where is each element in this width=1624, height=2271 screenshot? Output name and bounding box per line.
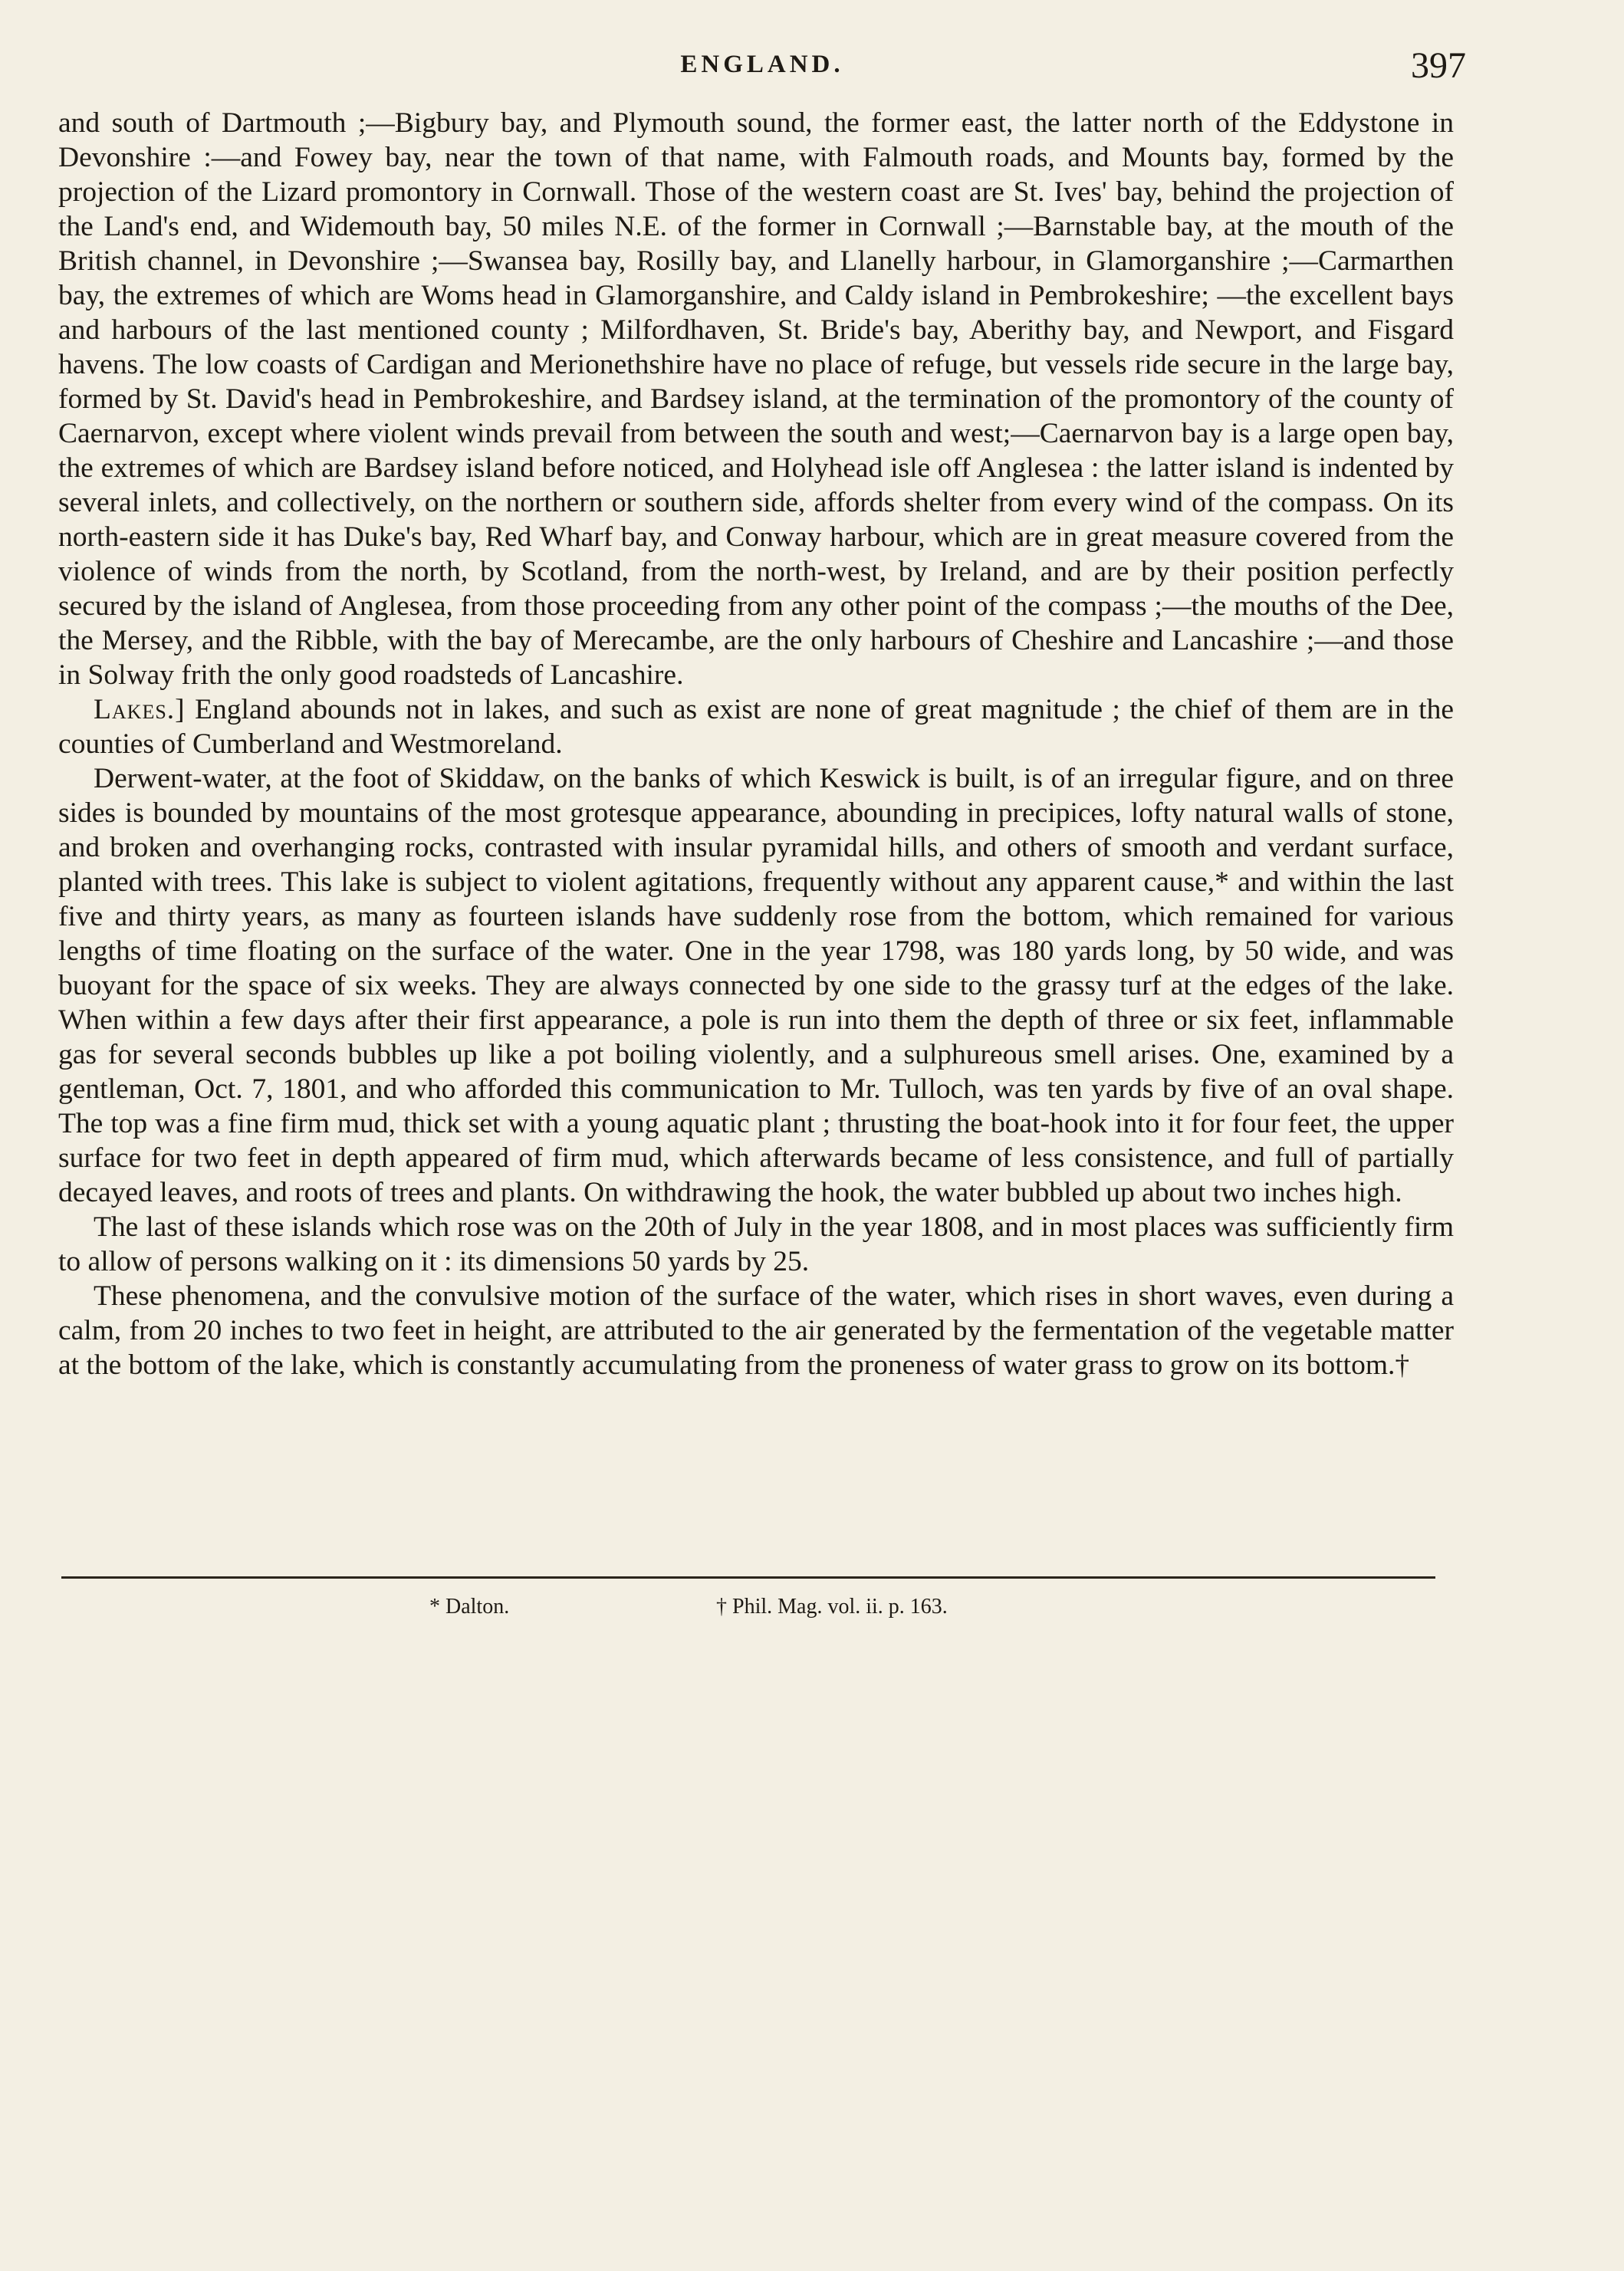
page-number: 397 — [1411, 45, 1466, 86]
body-text — [58, 106, 1454, 1382]
footnote-phil-mag: † Phil. Mag. vol. ii. p. 163. — [716, 1595, 948, 1619]
paragraph-phenomena: These phenomena, and the convulsive motion of the surface of the water, which rises in short waves, even during a calm, from 20 inches to two feet in height, are attributed to the air generated by the fermentation of the vegetable matter at the bottom of the lake, which is constantly accumulating from the proneness of water grass to grow on its bottom.† — [58, 1280, 1454, 1381]
footnote-rule — [61, 1576, 1435, 1579]
paragraph-derwent-water: Derwent-water, at the foot of Skiddaw, on the banks of which Keswick is built, is of an irregular figure, and on three sides is bounded by mountains of the most grotesque appearance, abounding in precipices, lofty natural walls of stone, and broken and overhanging rocks, contrasted with insular pyramidal hills, and others of smooth and verdant surface, planted with trees. This lake is subject to violent agitations, frequently without any apparent cause,* and within the last five and thirty years, as many as fourteen islands have suddenly rose from the bottom, which remained for various lengths of time floating on the surface of the water. One in the year 1798, was 180 yards long, by 50 wide, and was buoyant for the space of six weeks. They are always connected by one side to the grassy turf at the edges of the lake. When within a few days after their first appearance, a pole is run into them the depth of three or six feet, inflammable gas for several seconds bubbles up like a pot boiling violently, and a sulphureous smell arises. One, examined by a gentleman, Oct. 7, 1801, and who afforded this communication to Mr. Tulloch, was ten yards by five of an oval shape. The top was a fine firm mud, thick set with a young aquatic plant ; thrusting the boat-hook into it for four feet, the upper surface for two feet in depth appeared of firm mud, which afterwards became of less consistence, and full of partially decayed leaves, and roots of trees and plants. On withdrawing the hook, the water bubbled up about two inches high. — [58, 763, 1454, 1208]
running-head — [58, 44, 1466, 90]
running-title: ENGLAND. — [680, 51, 844, 78]
footnote-dalton: * Dalton. — [429, 1595, 510, 1619]
paragraph-last-island: The last of these islands which rose was on the 20th of July in the year 1808, and in most places was sufficiently firm to allow of persons walking on it : its dimensions 50 yards by 25. — [58, 1211, 1454, 1277]
paragraph-harbours: and south of Dartmouth ;—Bigbury bay, and Plymouth sound, the former east, the latter north of the Eddystone in Devonshire :—and Fowey bay, near the town of that name, with Falmouth roads, and Mounts bay, formed by the projection of the Lizard promontory in Cornwall. Those of the western coast are St. Ives' bay, behind the projection of the Land's end, and Widemouth bay, 50 miles N.E. of the former in Cornwall ;—Barnstable bay, at the mouth of the British channel, in Devonshire ;—Swansea bay, Rosilly bay, and Llanelly harbour, in Glamorganshire ;—Carmarthen bay, the extremes of which are Woms head in Glamorganshire, and Caldy island in Pembrokeshire; —the excellent bays and harbours of the last mentioned county ; Milfordhaven, St. Bride's bay, Aberithy bay, and Newport, and Fisgard havens. The low coasts of Cardigan and Merionethshire have no place of refuge, but vessels ride secure in the large bay, formed by St. David's head in Pembrokeshire, and Bardsey island, at the termination of the promontory of the county of Caernarvon, except where violent winds prevail from between the south and west;—Caernarvon bay is a large open bay, the extremes of which are Bardsey island before noticed, and Holyhead isle off Anglesea : the latter island is indented by several inlets, and collectively, on the northern or southern side, affords shelter from every wind of the compass. On its north-eastern side it has Duke's bay, Red Wharf bay, and Conway harbour, which are in great measure covered from the violence of winds from the north, by Scotland, from the north-west, by Ireland, and are by their position perfectly secured by the island of Anglesea, from those proceeding from any other point of the compass ;—the mouths of the Dee, the Mersey, and the Ribble, with the bay of Merecambe, are the only harbours of Cheshire and Lancashire ;—and those in Solway frith the only good roadsteds of Lancashire. — [58, 107, 1454, 691]
paragraph-lakes — [58, 692, 1454, 761]
sidenote-lakes: Lakes.] — [94, 694, 186, 725]
paragraph-lakes-text: England abounds not in lakes, and such as exist are none of great magnitude ; the chief of them are in the counties of Cumberland and Westmoreland. — [58, 694, 1454, 760]
